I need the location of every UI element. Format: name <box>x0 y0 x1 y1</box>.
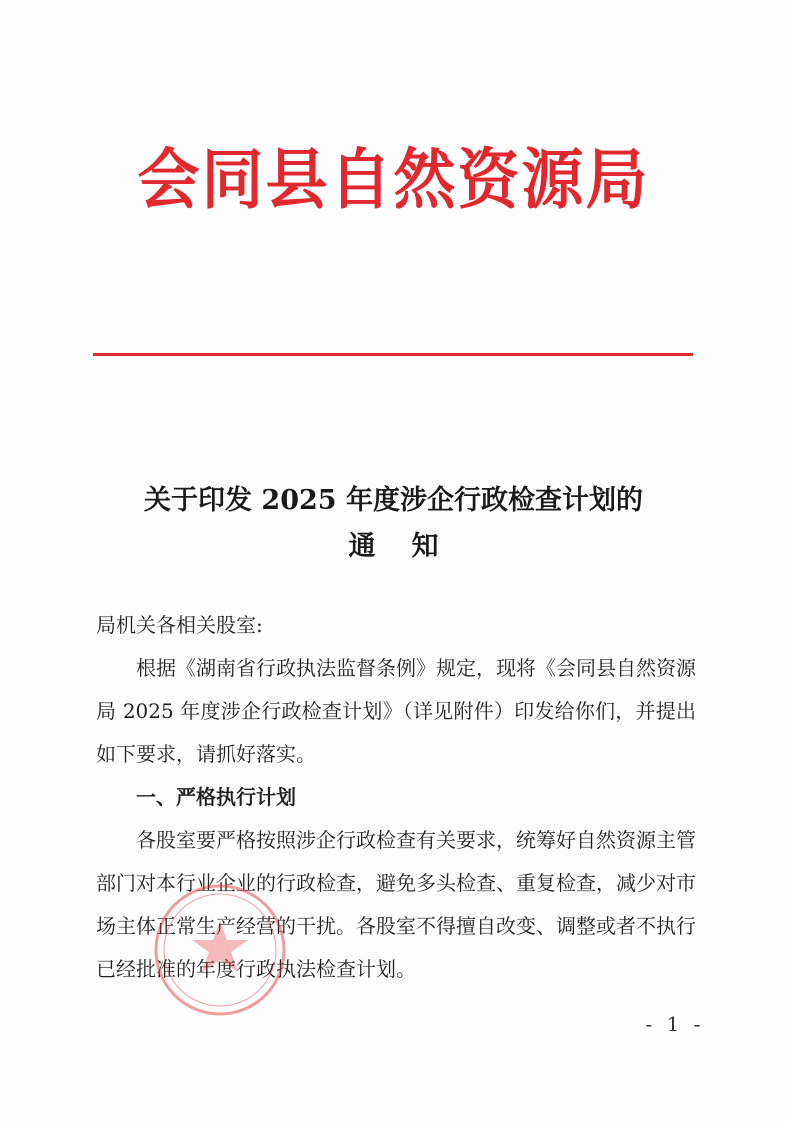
official-seal-icon <box>150 880 290 1020</box>
body-paragraph-1: 根据《湖南省行政执法监督条例》规定，现将《会同县自然资源局 2025 年度涉企行政检查计划》（详见附件）印发给你们，并提出如下要求，请抓好落实。 <box>96 656 696 766</box>
document-title-line2: 通知 <box>348 531 475 562</box>
page-number: - 1 - <box>645 1012 705 1036</box>
masthead-red-rule <box>93 353 693 356</box>
body-paragraph-2: 各股室要严格按照涉企行政检查有关要求，统筹好自然资源主管部门对本行业企业的行政检查，避免多头检查、重复检查，减少对市场主体正常生产经营的干扰。各股室不得擅自改变、调整或者不执行已经批准的年度行政执法检查计划。 <box>96 828 696 981</box>
document-title <box>0 478 787 570</box>
document-title-line1: 关于印发 2025 年度涉企行政检查计划的 <box>144 485 643 516</box>
salutation: 局机关各相关股室: <box>96 613 263 637</box>
section-heading-1: 一、严格执行计划 <box>136 785 296 809</box>
masthead-title: 会同县自然资源局 <box>137 141 650 218</box>
